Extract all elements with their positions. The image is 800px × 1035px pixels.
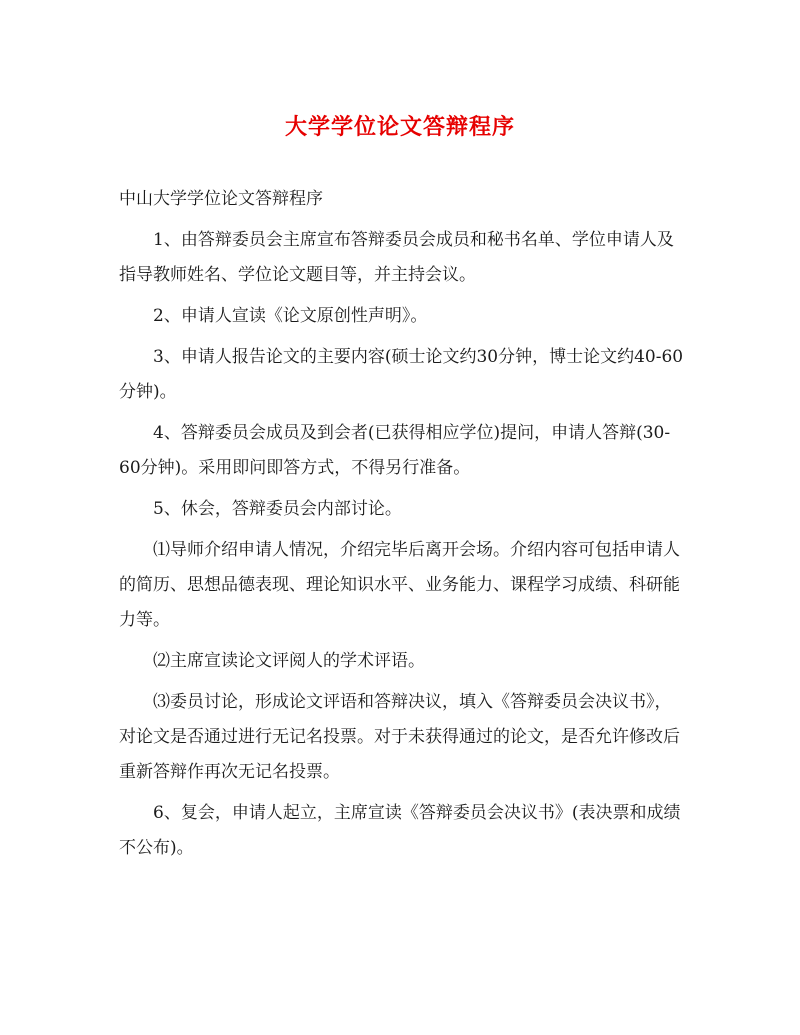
paragraph-5-2: ⑵主席宣读论文评阅人的学术评语。	[153, 651, 425, 671]
paragraph-1: 1、由答辩委员会主席宣布答辩委员会成员和秘书名单、学位申请人及指导教师姓名、学位论文题目等，并主持会议。	[119, 230, 674, 285]
paragraph-5: 5、休会，答辩委员会内部讨论。	[153, 499, 402, 519]
paragraph-4: 4、答辩委员会成员及到会者(已获得相应学位)提问，申请人答辩(30-60分钟)。采用即问即答方式，不得另行准备。	[119, 423, 671, 478]
paragraph-5-1: ⑴导师介绍申请人情况，介绍完毕后离开会场。介绍内容可包括申请人的简历、思想品德表现、理论知识水平、业务能力、课程学习成绩、科研能力等。	[119, 540, 680, 630]
paragraph-2: 2、申请人宣读《论文原创性声明》。	[153, 306, 428, 326]
document-body	[119, 182, 685, 872]
document-subtitle: 中山大学学位论文答辩程序	[119, 189, 323, 209]
paragraph-6: 6、复会，申请人起立，主席宣读《答辩委员会决议书》(表决票和成绩不公布)。	[119, 803, 681, 858]
paragraph-3: 3、申请人报告论文的主要内容(硕士论文约30分钟，博士论文约40-60分钟)。	[119, 347, 684, 402]
paragraph-5-3: ⑶委员讨论，形成论文评语和答辩决议，填入《答辩委员会决议书》，对论文是否通过进行无记名投票。对于未获得通过的论文，是否允许修改后重新答辩作再次无记名投票。	[119, 692, 680, 782]
document-title: 大学学位论文答辩程序	[284, 114, 515, 140]
